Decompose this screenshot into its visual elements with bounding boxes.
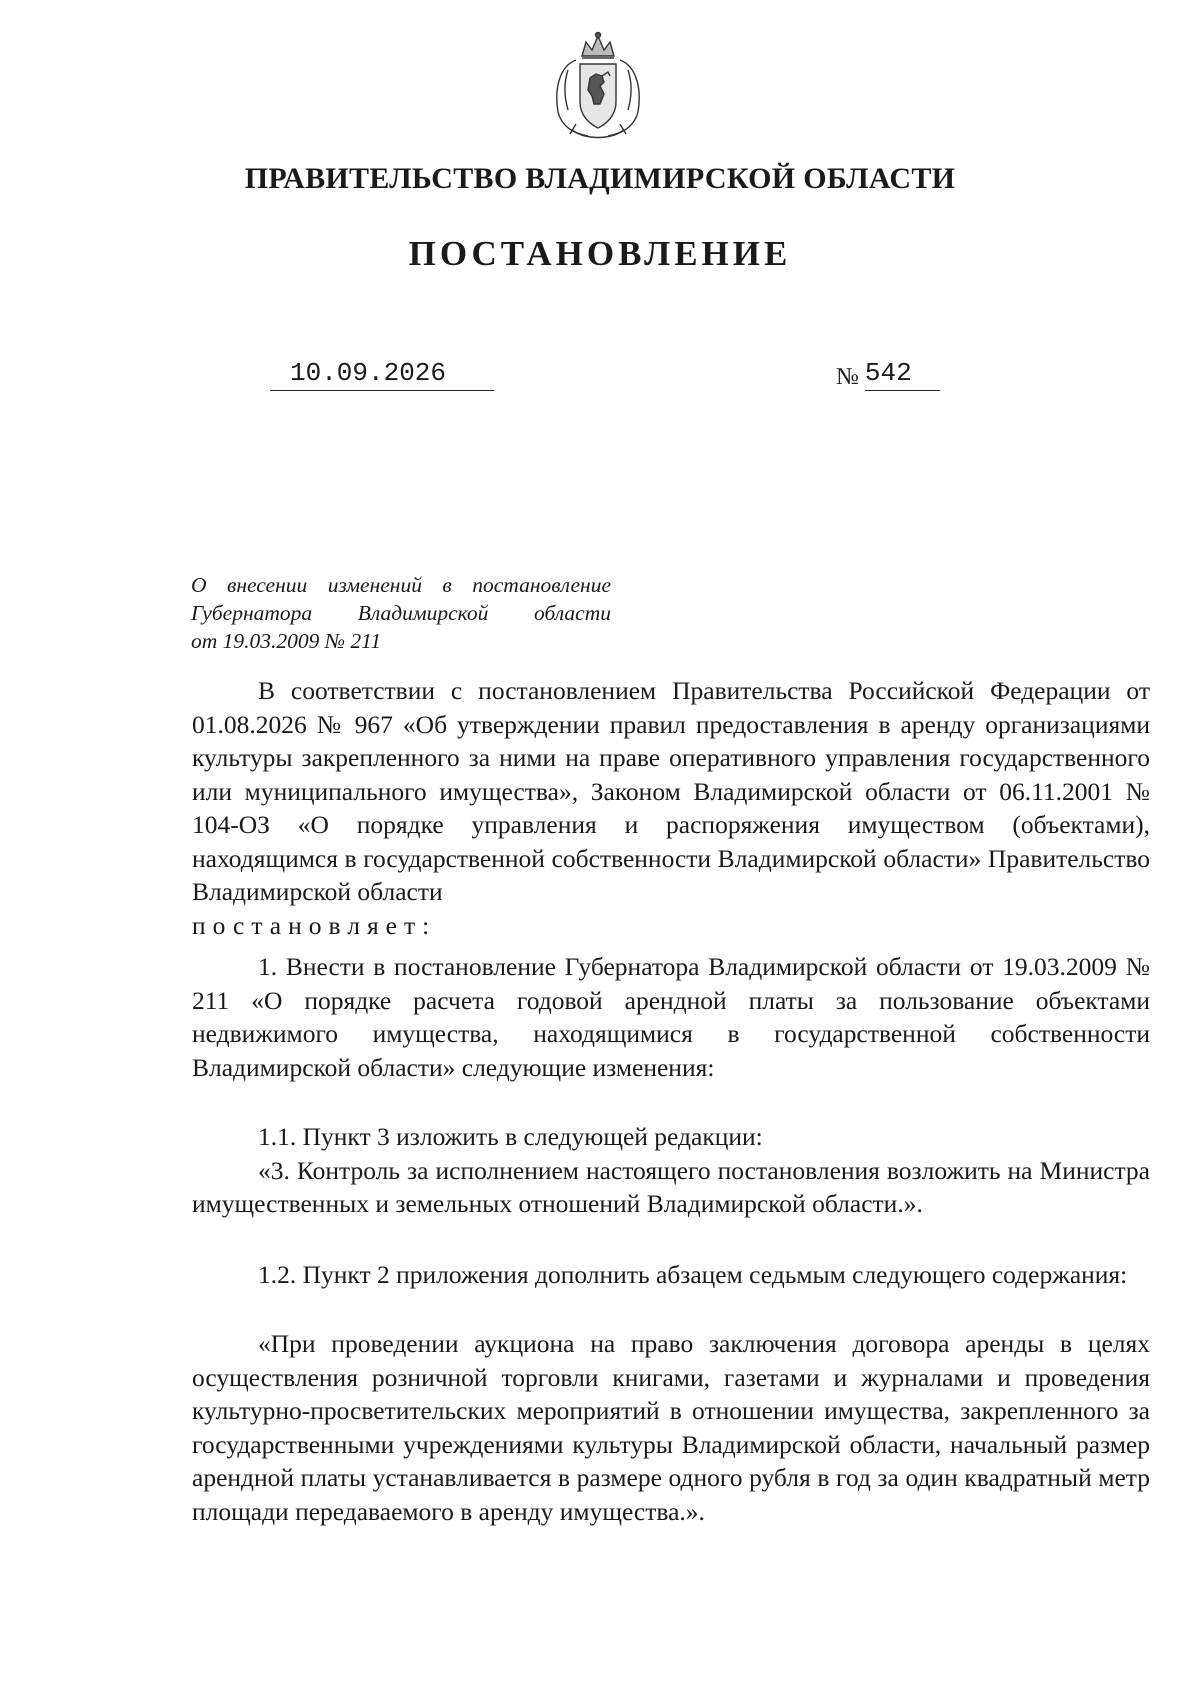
preamble-block (192, 674, 1150, 942)
subject-line: Губернатора Владимирской области (191, 601, 611, 625)
item-1-1-block (192, 1120, 1150, 1221)
document-number-field (836, 358, 940, 391)
subject-heading (191, 571, 611, 655)
government-name: ПРАВИТЕЛЬСТВО ВЛАДИМИРСКОЙ ОБЛАСТИ (244, 162, 956, 195)
coat-of-arms-icon (546, 30, 650, 142)
subject-line: О внесении изменений в постановление (191, 573, 611, 597)
resolves-word: постановляет: (192, 910, 437, 940)
item-1-paragraph: 1. Внести в постановление Губернатора Владимирской области от 19.03.2009 № 211 «О порядке расчета годовой арендной платы за пользование объектами недвижимого имущества, находящимися в государственной собственности Владимирской области» следующие изменения: (192, 952, 1150, 1082)
number-sign: № (836, 364, 859, 390)
item-1-block (192, 950, 1150, 1084)
item-1-2-block (192, 1258, 1150, 1292)
item-1-2-text-block (192, 1327, 1150, 1528)
item-1-2-text-paragraph: «При проведении аукциона на право заключения договора аренды в целях осуществления розничной торговли книгами, газетами и журналами и проведения культурно-просветительских мероприятий в отношении имущества, закрепленного за государственными учреждениями культуры Владимирской области, начальный размер арендной платы устанавливается в размере одного рубля в год за один квадратный метр площади передаваемого в аренду имущества.». (192, 1329, 1150, 1526)
document-type-title: ПОСТАНОВЛЕНИЕ (408, 234, 792, 273)
item-1-1-text-paragraph: «3. Контроль за исполнением настоящего постановления возложить на Министра имущественных и земельных отношений Владимирской области.». (192, 1155, 1150, 1218)
preamble-paragraph (192, 674, 1150, 909)
subject-line: от 19.03.2009 № 211 (191, 629, 382, 653)
preamble-text: В соответствии с постановлением Правительства Российской Федерации от 01.08.2026 № 967 «Об утверждении правил предоставления в аренду организациями культуры закрепленного за ними на праве оперативного управления государственного или муниципального имущества», Законом Владимирской области от 06.11.2001 № 104-ОЗ «О порядке управления и распоряжения имуществом (объектами), находящимся в государственной собственности Владимирской области» Правительство Владимирской области (192, 676, 1150, 906)
item-1-2-paragraph: 1.2. Пункт 2 приложения дополнить абзацем седьмым следующего содержания: (258, 1260, 1128, 1289)
document-date: 10.09.2026 (270, 358, 494, 391)
document-number: 542 (865, 358, 940, 391)
item-1-1-paragraph: 1.1. Пункт 3 изложить в следующей редакции: (258, 1122, 763, 1151)
